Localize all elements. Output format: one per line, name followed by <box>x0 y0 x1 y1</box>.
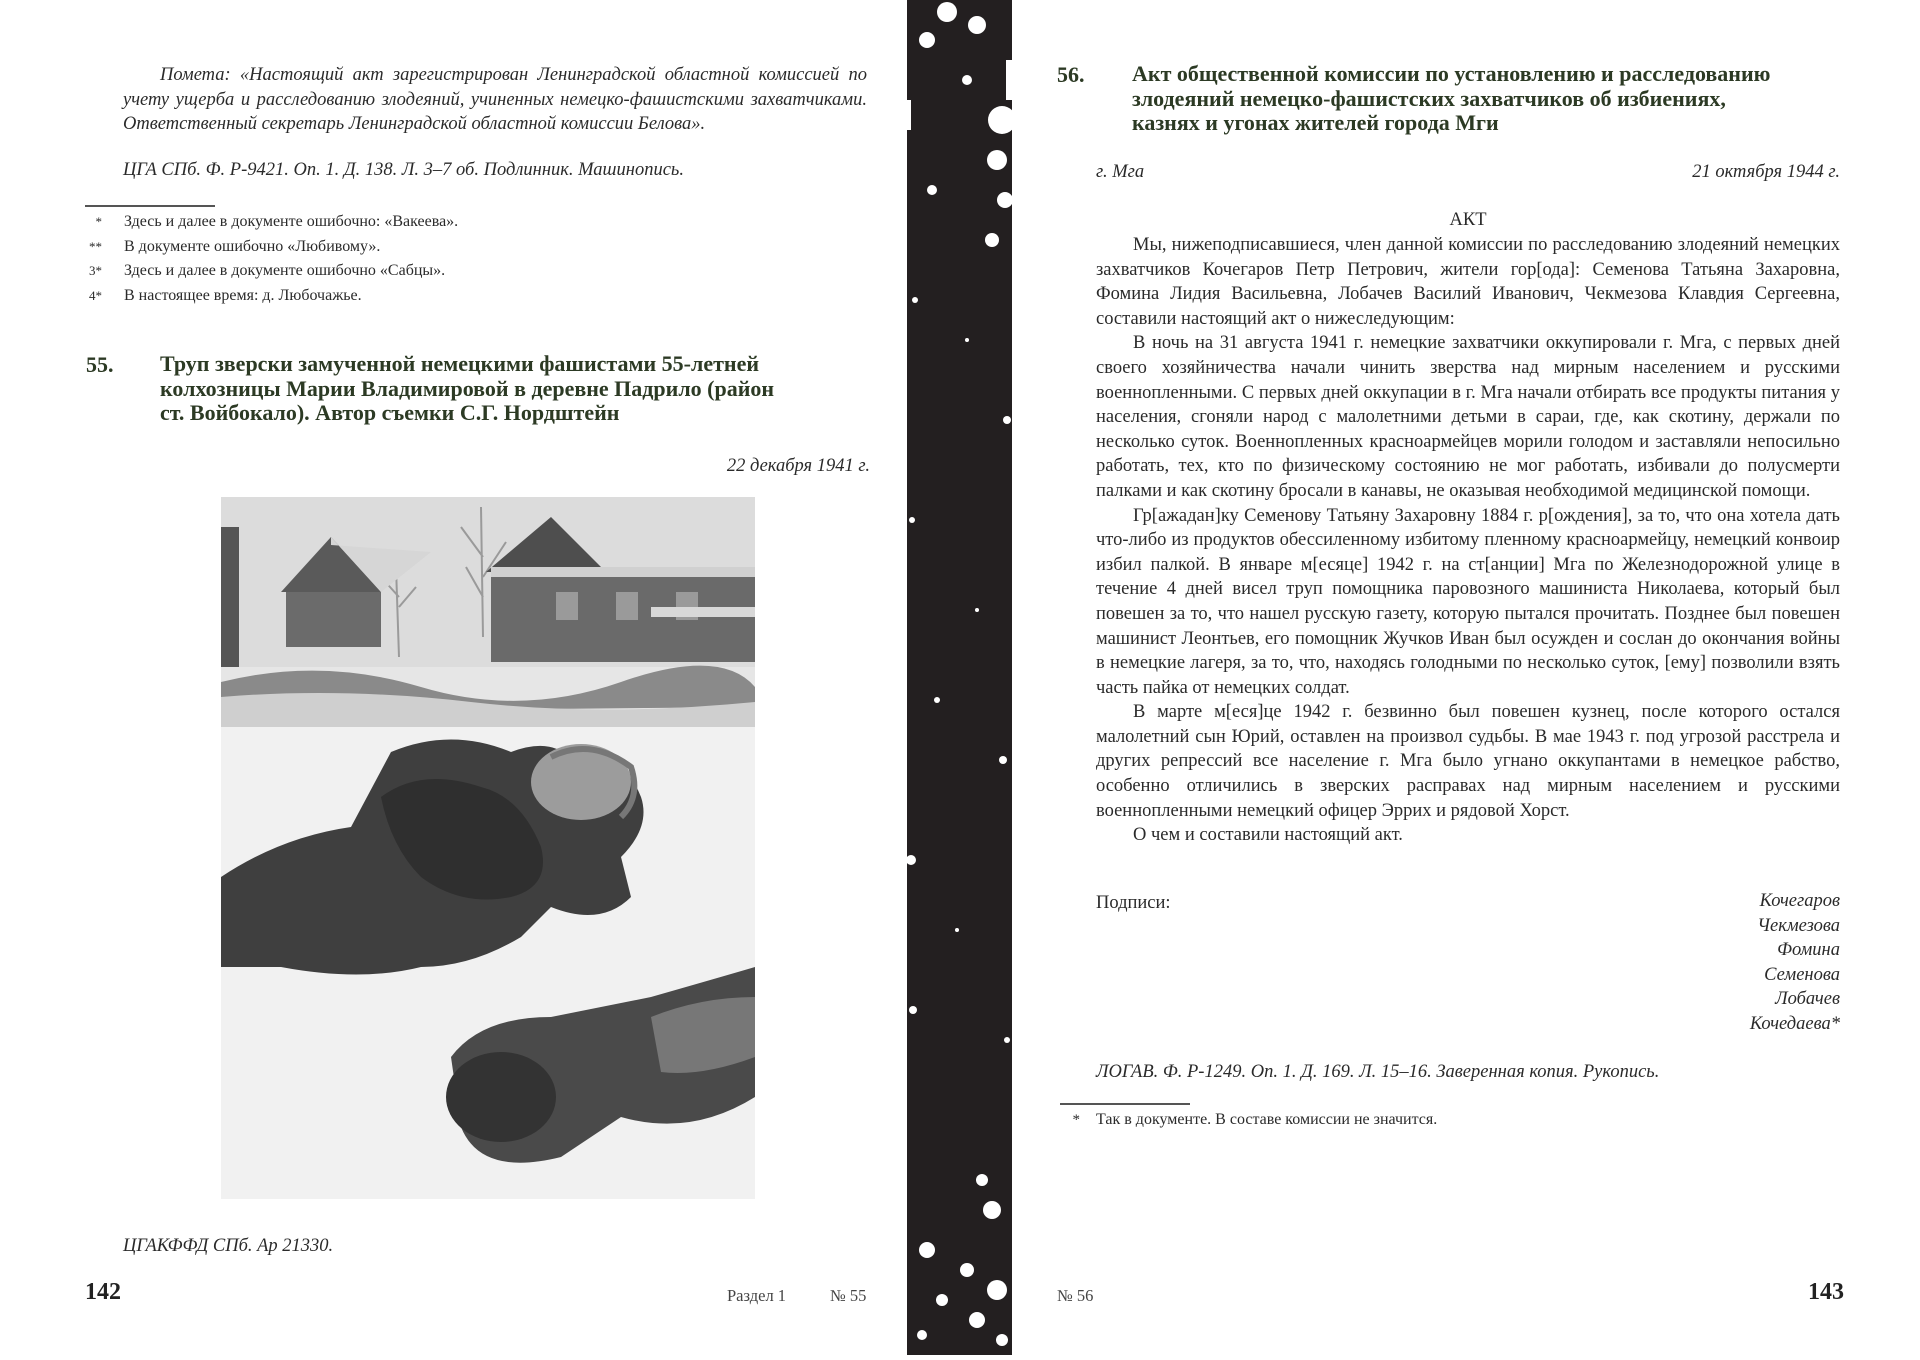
signatures-label: Подписи: <box>1096 893 1171 913</box>
title-line: Акт общественной комиссии по установлению и расследованию <box>1132 61 1771 86</box>
footnote-rule <box>1060 1103 1190 1105</box>
document-title <box>160 352 880 426</box>
registration-note-text: Помета: «Настоящий акт зарегистрирован Ленинградской областной комиссией по учету ущерба и расследованию злодеяний, учиненных немецко-фашистскими захватчиками. Ответственный секретарь Ленинградской областной комиссии Белова». <box>123 65 867 135</box>
signature-name: Лобачев <box>1775 989 1840 1010</box>
footnote-marker: * <box>1072 1112 1080 1128</box>
footnote-text: Здесь и далее в документе ошибочно «Сабцы». <box>124 262 446 279</box>
paragraph: О чем и составили настоящий акт. <box>1133 825 1403 846</box>
title-line: колхозницы Марии Владимировой в деревне Падрило (район <box>160 375 775 401</box>
photo-drawing <box>221 497 755 1199</box>
act-heading: АКТ <box>1449 210 1487 230</box>
paragraph: Мы, нижеподписавшиеся, член данной комиссии по расследованию злодеяний немецких захватчиков Кочегаров Петр Петрович, жители гор[ода]: Семенова Татьяна Захаровна, Фомина Лидия Васильевна, Лобачев Василий Иванович, Чекмезова Клавдия Сергеевна, составили настоящий акт о нижеследующим: <box>1096 235 1840 329</box>
signature-name: Кочедаева* <box>1749 1014 1840 1034</box>
footnote-marker: ** <box>89 238 102 254</box>
registration-note <box>123 63 867 137</box>
signature-name: Фомина <box>1777 940 1840 961</box>
title-line: злодеяний немецко-фашистских захватчиков об избиениях, <box>1132 85 1726 111</box>
act-body <box>1096 233 1840 848</box>
strip-texture <box>907 0 1012 1355</box>
title-line: казнях и угонах жителей города Мги <box>1132 110 1499 135</box>
footnote-text: Так в документе. В составе комиссии не значится. <box>1096 1111 1438 1128</box>
paragraph: В марте м[еся]це 1942 г. безвинно был повешен кузнец, после которого остался малолетний сын Юрий, оставлен на произвол судьбы. В мае 1943 г. под угрозой расстрела и других репрессий все население г. Мга было угнано оккупантами в немецкое рабство, особенно отличились в зверских расправах над мирным населением и русскими военнопленными немецкий офицер Эррих и рядовой Хорст. <box>1096 702 1840 821</box>
archival-photo <box>221 497 755 1199</box>
archive-reference: ЛОГАВ. Ф. Р-1249. Оп. 1. Д. 169. Л. 15–16. Заверенная копия. Рукопись. <box>1096 1062 1660 1082</box>
document-date: 22 декабря 1941 г. <box>726 456 870 476</box>
page-number-left: 142 <box>85 1279 121 1305</box>
signature-name: Семенова <box>1764 964 1840 985</box>
document-date: 21 октября 1944 г. <box>1692 162 1840 182</box>
signature-name: Чекмезова <box>1757 915 1840 936</box>
document-title <box>1132 62 1892 136</box>
document-number: 56. <box>1057 62 1085 87</box>
page-number-right: 143 <box>1808 1279 1844 1305</box>
decorative-grunge-strip <box>907 0 1012 1355</box>
footnote-text: В настоящее время: д. Любочажье. <box>124 286 362 304</box>
footnote-text: Здесь и далее в документе ошибочно: «Вакеева». <box>124 213 459 230</box>
paragraph: В ночь на 31 августа 1941 г. немецкие захватчики оккупировали г. Мга, с первых дней своего хозяйничества начали чинить зверства над мирным населением и русскими военнопленными. С первых дней оккупации в г. Мга начали отбирать все продукты питания у населения, сгоняли народ с малолетними детьми в сараи, где, как скотину, держали по несколько суток. Военнопленных красноармейцев морили голодом и заставляли непосильно работать, тех, кто по физическому состоянию не мог работать, избивали до полусмерти палками и как скотину бросали в канавы, не оказывая необходимой медицинской помощи. <box>1096 333 1840 501</box>
running-head-doc-number: № 56 <box>1057 1286 1094 1305</box>
running-head-doc-number: № 55 <box>830 1286 867 1305</box>
signature-name: Кочегаров <box>1759 891 1840 911</box>
footnote-rule <box>85 205 215 207</box>
running-head-section: Раздел 1 <box>727 1286 787 1305</box>
footnote-marker: * <box>95 214 102 229</box>
footnote-marker: 3* <box>89 263 102 278</box>
archive-reference: ЦГА СПб. Ф. Р-9421. Оп. 1. Д. 138. Л. 3–7 об. Подлинник. Машинопись. <box>123 160 684 180</box>
photo-source: ЦГАКФФД СПб. Ар 21330. <box>123 1236 334 1256</box>
footnote-text: В документе ошибочно «Любивому». <box>124 237 381 255</box>
paragraph: Гр[ажадан]ку Семенову Татьяну Захаровну 1884 г. р[ождения], за то, что она хотела дать что-либо из продуктов обессиленному избитому пленному красноармейцу, немецкий конвоир избил палкой. В январе м[есяце] 1942 г. на ст[анции] Мга по Железнодорожной улице в течение 4 дней висел труп помощника паровозного машиниста Николаева, который был повешен за то, что нашел русскую газету, которую пытался прочитать. Позднее был повешен машинист Леонтьев, его помощник Жучков Иван был осужден и сослан до окончания войны в немецкие лагеря, за то, что, находясь голодными по несколько суток, [ему] позволили взять часть пайка от немецких солдат. <box>1096 505 1840 698</box>
document-number: 55. <box>86 352 114 377</box>
footnote-marker: 4* <box>89 287 102 303</box>
title-line: Труп зверски замученной немецкими фашистами 55-летней <box>160 351 760 376</box>
title-line: ст. Войбокало). Автор съемки С.Г. Нордштейн <box>160 400 620 425</box>
document-place: г. Мга <box>1096 162 1145 182</box>
